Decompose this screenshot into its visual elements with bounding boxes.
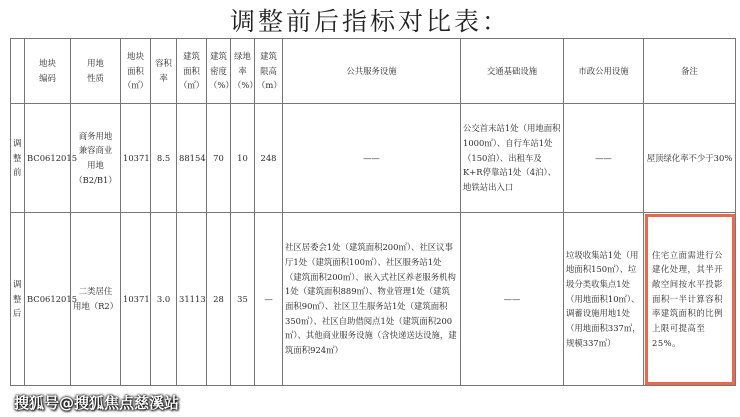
far-cell: 3.0	[151, 213, 177, 386]
stage-cell: 调 整 后	[11, 213, 25, 386]
utility-cell: ——	[564, 104, 644, 213]
utility-cell: 垃圾收集站1处（用地面积150㎡）、垃圾分类收集点1处（用地面积10㎡）、调蓄设施用地1处（用地面积337㎡，规模337㎥）	[564, 213, 644, 386]
density-cell: 28	[207, 213, 231, 386]
green-cell: 35	[231, 213, 255, 386]
header-land-area: 地块 面积 （㎡）	[121, 39, 151, 104]
height-cell: —	[255, 213, 283, 386]
transport-cell: ——	[461, 213, 564, 386]
far-cell: 8.5	[151, 104, 177, 213]
watermark: 搜狐号@搜狐焦点慈溪站	[14, 394, 180, 412]
header-stage	[11, 39, 25, 104]
height-cell: 248	[255, 104, 283, 213]
header-land-use: 用地 性质	[71, 39, 121, 104]
transport-cell: 公交首末站1处（用地面积1000㎡）、自行车站1处（150泊）、出租车及K+R停靠站1处（4泊）、地铁站出入口	[461, 104, 564, 213]
land-use-cell: 二类居住 用地（R2）	[71, 213, 121, 386]
land-area-cell: 10371	[121, 104, 151, 213]
public-cell: 社区居委会1处（建筑面积200㎡）、社区议事厅1处（建筑面积100㎡）、社区服务站1处（建筑面积200㎡）、嵌入式社区养老服务机构1处（建筑面积889㎡）、物业管理1处（建筑面积90㎡）、社区卫生服务站1处（建筑面积350㎡）、社区自助借阅点1处（建筑面积200㎡）、其他商业服务设施（含快递送达设施，建筑面积924㎡）	[283, 213, 461, 386]
gfa-cell: 88154	[177, 104, 207, 213]
note-cell-highlighted: 住宅立面需进行公建化处理，其半开敞空间按水平投影面积一半计算容积率建筑面积的比例上限可提高至25%。	[644, 213, 736, 386]
density-cell: 70	[207, 104, 231, 213]
plot-code-cell: BC0612015	[25, 104, 71, 213]
header-utility: 市政公用设施	[564, 39, 644, 104]
header-public: 公共服务设施	[283, 39, 461, 104]
plot-code-cell: BC0612015	[25, 213, 71, 386]
land-area-cell: 10371	[121, 213, 151, 386]
comparison-table	[10, 38, 736, 386]
header-height: 建筑 限高 （m）	[255, 39, 283, 104]
table-row-before	[11, 104, 736, 213]
public-cell: ——	[283, 104, 461, 213]
header-plot-code: 地块 编码	[25, 39, 71, 104]
header-density: 建筑 密度 （%）	[207, 39, 231, 104]
header-gfa: 建筑 面积 （㎡）	[177, 39, 207, 104]
gfa-cell: 31113	[177, 213, 207, 386]
header-green: 绿地 率 （%）	[231, 39, 255, 104]
header-far: 容积 率	[151, 39, 177, 104]
header-note: 备注	[644, 39, 736, 104]
stage-cell: 调 整 前	[11, 104, 25, 213]
table-row-after	[11, 213, 736, 386]
table-header-row	[11, 39, 736, 104]
note-cell: 屋顶绿化率不少于30%	[644, 104, 736, 213]
land-use-cell: 商务用地 兼容商业 用地 （B2/B1）	[71, 104, 121, 213]
header-transport: 交通基础设施	[461, 39, 564, 104]
page-title: 调整前后指标对比表：	[229, 7, 510, 36]
green-cell: 10	[231, 104, 255, 213]
